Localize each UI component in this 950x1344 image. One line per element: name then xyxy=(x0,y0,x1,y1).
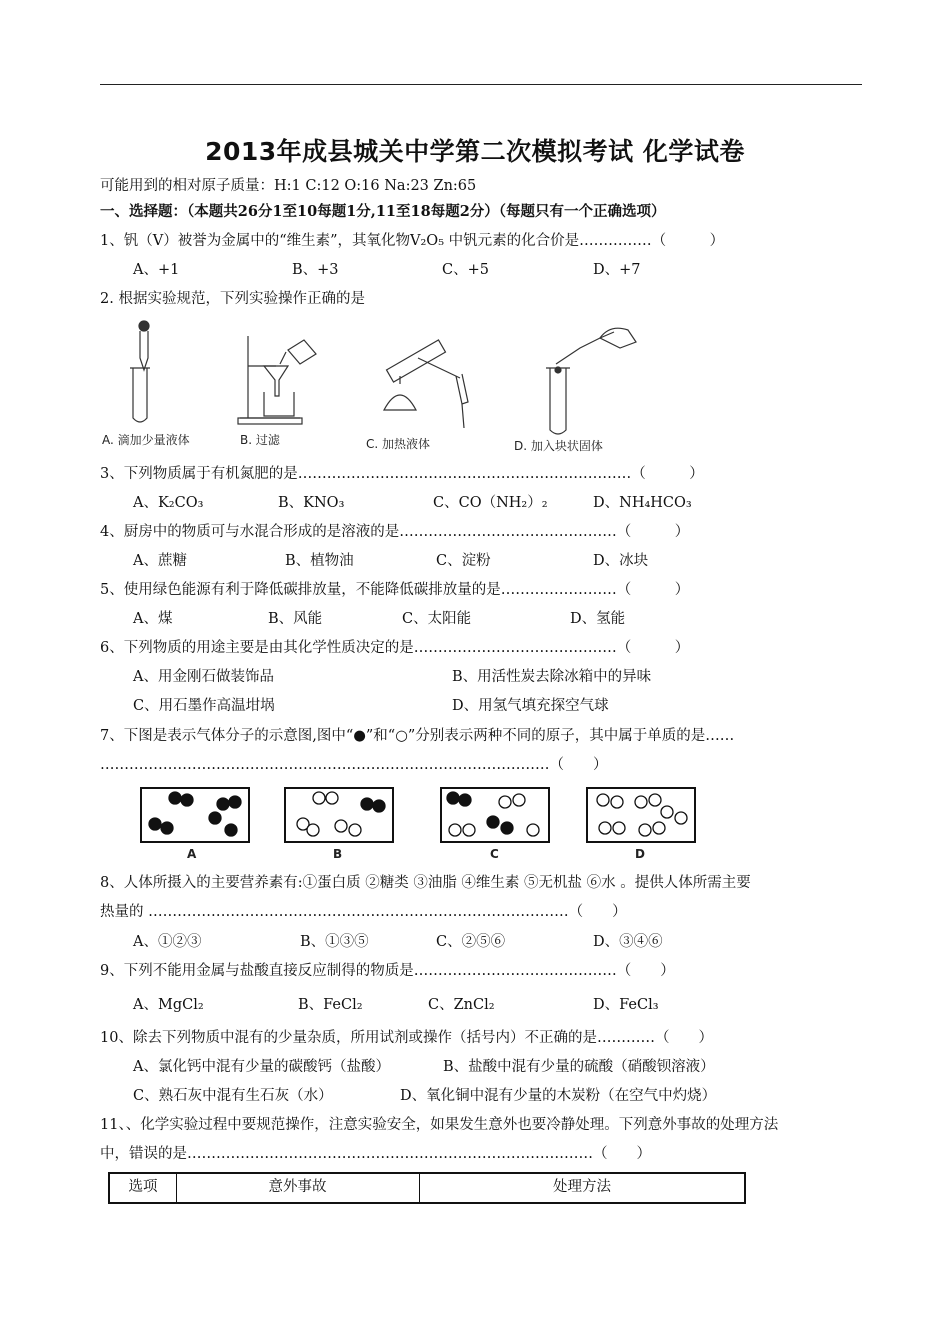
question-5-stem: 5、使用绿色能源有利于降低碳排放量，不能降低碳排放量的是……………………（ ） xyxy=(100,582,690,598)
header-method: 处理方法 xyxy=(553,1179,611,1195)
header-rule xyxy=(100,84,862,85)
q3-option-d: D、NH₄HCO₃ xyxy=(593,495,692,511)
q1-option-b: B、+3 xyxy=(292,262,339,278)
accident-table-header xyxy=(108,1172,746,1204)
q3-option-a: A、K₂CO₃ xyxy=(133,495,204,511)
q3-option-c: C、CO（NH₂）₂ xyxy=(433,495,548,511)
label-d: D xyxy=(635,847,645,861)
header-accident: 意外事故 xyxy=(176,1174,420,1202)
q4-option-d: D、冰块 xyxy=(593,553,649,569)
q5-option-b: B、风能 xyxy=(268,611,323,627)
q6-option-b: B、用活性炭去除冰箱中的异味 xyxy=(452,669,652,685)
question-7-stem: 7、下图是表示气体分子的示意图,图中“●”和“○”分别表示两种不同的原子，其中属于单质的是…… xyxy=(100,728,735,744)
q3-option-b: B、KNO₃ xyxy=(278,495,345,511)
q5-option-d: D、氢能 xyxy=(570,611,626,627)
q5-option-c: C、太阳能 xyxy=(402,611,472,627)
lab-operations-figure xyxy=(100,318,660,458)
box-b xyxy=(285,788,393,842)
question-11-stem: 11、、化学实验过程中要规范操作，注意实验安全，如果发生意外也要冷静处理。下列意外事故的处理方法 xyxy=(100,1117,779,1133)
question-3-stem: 3、下列物质属于有机氮肥的是……………………………………………………………（ ） xyxy=(100,466,704,482)
atomic-masses: 可能用到的相对原子质量：H:1 C:12 O:16 Na:23 Zn:65 xyxy=(100,178,477,194)
q6-option-a: A、用金刚石做装饰品 xyxy=(133,669,274,685)
q4-option-a: A、蔗糖 xyxy=(133,553,187,569)
dropper-test-tube-image xyxy=(130,321,150,422)
q4-option-b: B、植物油 xyxy=(285,553,354,569)
q10-option-c: C、熟石灰中混有生石灰（水） xyxy=(133,1088,333,1104)
page-title: 2013年成县城关中学第二次模拟考试 化学试卷 xyxy=(205,137,745,166)
section-heading: 一、选择题：（本题共26分1至10每题1分,11至18每题2分）（每题只有一个正确选项） xyxy=(100,203,666,220)
caption-a: A. 滴加少量液体 xyxy=(102,433,190,447)
q10-option-d: D、氧化铜中混有少量的木炭粉（在空气中灼烧） xyxy=(400,1088,717,1104)
caption-d: D. 加入块状固体 xyxy=(514,439,603,453)
question-6-stem: 6、下列物质的用途主要是由其化学性质决定的是……………………………………（ ） xyxy=(100,640,690,656)
heating-liquid-image xyxy=(384,340,468,428)
question-1-stem: 1、钒（V）被誉为金属中的“维生素”，其氧化物V₂O₅ 中钒元素的化合价是……………（ ） xyxy=(100,233,725,249)
q5-option-a: A、煤 xyxy=(133,611,173,627)
label-a: A xyxy=(187,847,197,861)
question-8-stem-cont: 热量的 ……………………………………………………………………………（ ） xyxy=(100,904,627,920)
q9-option-d: D、FeCl₃ xyxy=(593,997,659,1013)
label-b: B xyxy=(333,847,343,861)
q6-option-c: C、用石墨作高温坩埚 xyxy=(133,698,275,714)
question-2-stem: 2. 根据实验规范，下列实验操作正确的是 xyxy=(100,291,365,307)
adding-solid-image xyxy=(546,328,636,434)
q1-option-a: A、+1 xyxy=(133,262,180,278)
q9-option-a: A、MgCl₂ xyxy=(133,997,204,1013)
question-8-stem: 8、人体所摄入的主要营养素有:①蛋白质 ②糖类 ③油脂 ④维生素 ⑤无机盐 ⑥水 。提供人体所需主要 xyxy=(100,875,751,891)
question-10-stem: 10、除去下列物质中混有的少量杂质，所用试剂或操作（括号内）不正确的是…………（ ） xyxy=(100,1030,713,1046)
q1-option-c: C、+5 xyxy=(442,262,489,278)
question-4-stem: 4、厨房中的物质可与水混合形成的是溶液的是………………………………………（ ） xyxy=(100,524,690,540)
q6-option-d: D、用氢气填充探空气球 xyxy=(452,698,609,714)
filtration-apparatus-image xyxy=(238,336,316,424)
q8-option-a: A、①②③ xyxy=(133,934,202,950)
q4-option-c: C、淀粉 xyxy=(436,553,491,569)
caption-b: B. 过滤 xyxy=(240,433,280,447)
header-option: 选项 xyxy=(110,1174,177,1202)
label-c: C xyxy=(490,847,499,861)
question-11-stem-cont: 中，错误的是…………………………………………………………………………（ ） xyxy=(100,1146,651,1162)
q8-option-d: D、③④⑥ xyxy=(593,934,663,950)
q10-option-b: B、盐酸中混有少量的硫酸（硝酸钡溶液） xyxy=(443,1059,715,1075)
q8-option-b: B、①③⑤ xyxy=(300,934,369,950)
caption-c: C. 加热液体 xyxy=(366,437,431,451)
q8-option-c: C、②⑤⑥ xyxy=(436,934,506,950)
q1-option-d: D、+7 xyxy=(593,262,641,278)
question-9-stem: 9、下列不能用金属与盐酸直接反应制得的物质是……………………………………（ ） xyxy=(100,963,675,979)
q10-option-a: A、氯化钙中混有少量的碳酸钙（盐酸） xyxy=(133,1059,390,1075)
q9-option-b: B、FeCl₂ xyxy=(298,997,363,1013)
gas-molecule-diagrams xyxy=(135,782,715,862)
question-7-stem-cont: …………………………………………………………………………………（ ） xyxy=(100,757,608,773)
q9-option-c: C、ZnCl₂ xyxy=(428,997,495,1013)
